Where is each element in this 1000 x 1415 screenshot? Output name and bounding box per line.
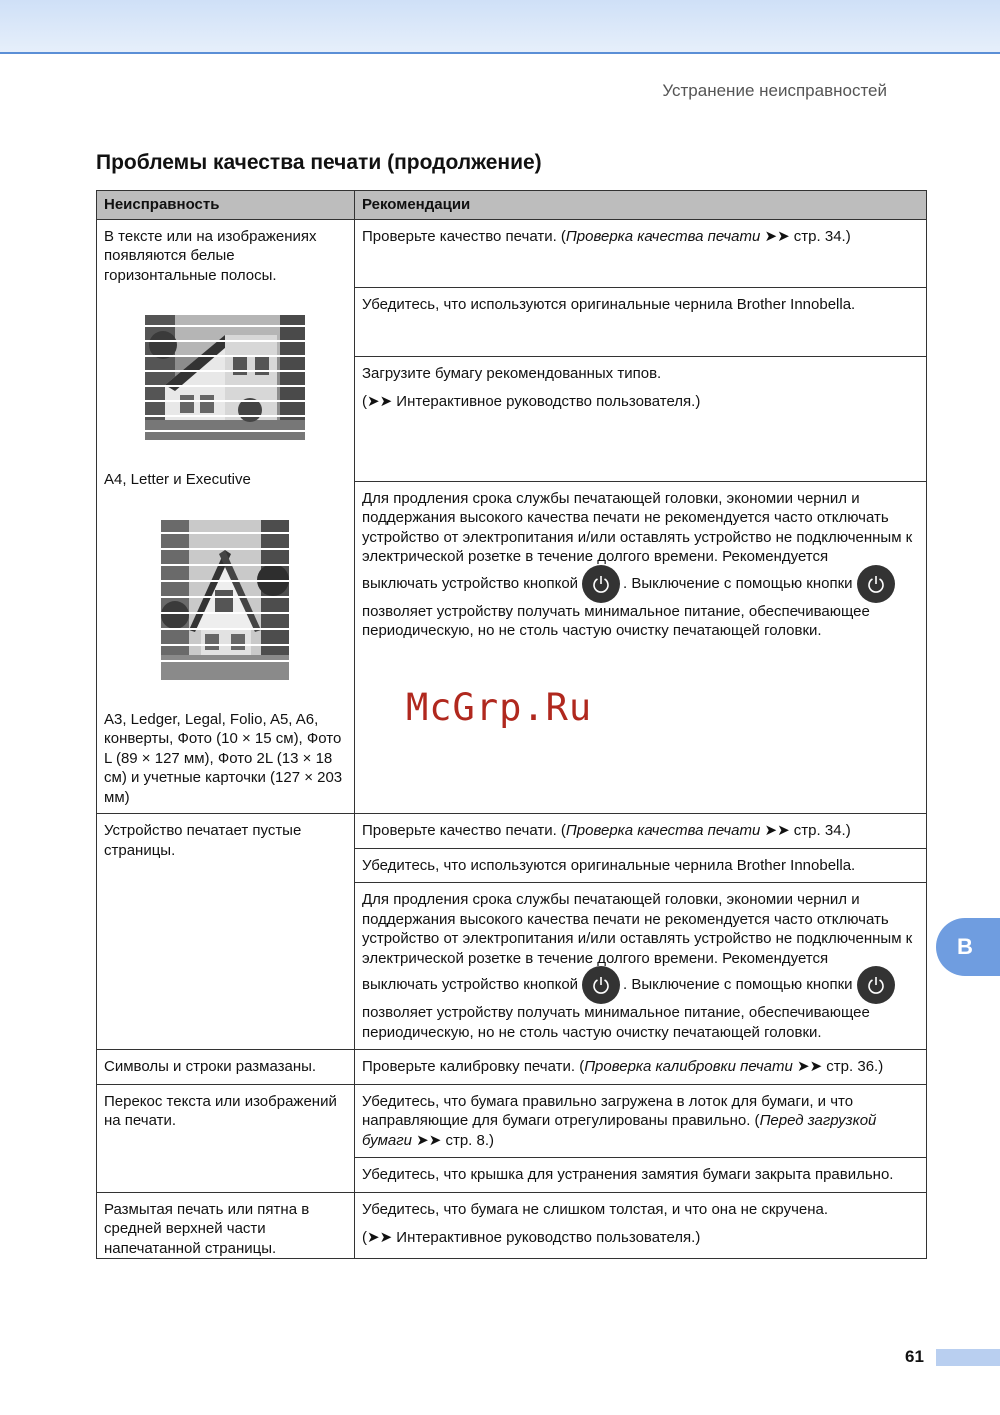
page-ref: ➤➤ стр. 34.) bbox=[760, 822, 851, 839]
user-guide-ref: (➤➤ Интерактивное руководство пользователя.) bbox=[362, 1229, 701, 1246]
recommendation-cell: Убедитесь, что используются оригинальные чернила Brother Innobella. bbox=[355, 288, 927, 357]
rec-text: Убедитесь, что бумага не слишком толстая, и что она не скручена. bbox=[362, 1200, 829, 1218]
striped-photo-landscape bbox=[145, 315, 305, 440]
power-button-icon bbox=[582, 966, 620, 1004]
check-quality-link[interactable]: Проверка качества печати bbox=[565, 822, 761, 839]
table-row bbox=[97, 1050, 927, 1085]
problem-text: В тексте или на изображениях появляются белые горизонтальные полосы. bbox=[104, 227, 317, 284]
rec-text: Проверьте калибровку печати. ( bbox=[362, 1058, 585, 1075]
problem-cell: Символы и строки размазаны. bbox=[97, 1050, 355, 1085]
before-loading-link[interactable]: Перед загрузкой бумаги bbox=[362, 1112, 877, 1149]
page-ref: ➤➤ стр. 36.) bbox=[792, 1058, 884, 1075]
recommendation-cell: Убедитесь, что крышка для устранения замятия бумаги закрыта правильно. bbox=[355, 1158, 927, 1193]
col-recommendations-header: Рекомендации bbox=[355, 191, 927, 220]
user-guide-ref: (➤➤ Интерактивное руководство пользователя.) bbox=[362, 393, 701, 411]
table-row bbox=[97, 219, 927, 288]
col-problem-header: Неисправность bbox=[97, 191, 355, 220]
recommendation-cell bbox=[355, 814, 927, 849]
running-head: Устранение неисправностей bbox=[662, 81, 887, 100]
rec-text: позволяет устройству получать минимальное питание, обеспечивающее периодическую, но не столь частую очистку печатающей головки. bbox=[362, 602, 870, 640]
recommendation-cell: Убедитесь, что используются оригинальные чернила Brother Innobella. bbox=[355, 848, 927, 883]
rec-text: Загрузите бумагу рекомендованных типов. bbox=[362, 364, 662, 382]
rec-text: . Выключение с помощью кнопки bbox=[623, 575, 853, 593]
rec-text: Для продления срока службы печатающей головки, экономии чернил и поддержания высокого качества печати не рекомендуется часто отключать устройство от электропитания и/или оставлять устройство не подключенным к электрической розетке в течение долгого времени. Рекомендуется bbox=[362, 489, 913, 566]
table-row bbox=[97, 1192, 927, 1259]
recommendation-cell bbox=[355, 1084, 927, 1158]
rec-text: . Выключение с помощью кнопки bbox=[623, 976, 853, 994]
power-button-icon bbox=[857, 966, 895, 1004]
check-quality-link[interactable]: Проверка качества печати bbox=[565, 227, 761, 245]
page-ref: ➤➤ стр. 8.) bbox=[411, 1131, 495, 1149]
figure-caption-a4: A4, Letter и Executive bbox=[104, 471, 251, 488]
table-header-row bbox=[97, 191, 927, 220]
footer-bar bbox=[936, 1349, 1000, 1366]
page-number: 61 bbox=[905, 1347, 924, 1366]
rec-text: выключать устройство кнопкой bbox=[362, 976, 579, 994]
appendix-tab[interactable]: B bbox=[936, 918, 1000, 976]
figure-caption-other-sizes: A3, Ledger, Legal, Folio, A5, A6, конверты, Фото (10 × 15 см), Фото L (89 × 127 мм), Фото 2L (13 × 18 см) и учетные карточки (127 × 203 мм) bbox=[104, 710, 343, 806]
page-ref: ➤➤ стр. 34.) bbox=[760, 227, 851, 245]
recommendation-cell bbox=[355, 481, 927, 813]
power-line bbox=[362, 963, 919, 1007]
problem-cell: Перекос текста или изображений на печати. bbox=[97, 1084, 355, 1192]
recommendation-cell bbox=[355, 219, 927, 288]
recommendation-cell bbox=[355, 1192, 927, 1259]
rec-text: выключать устройство кнопкой bbox=[362, 575, 579, 593]
problem-cell: Размытая печать или пятна в средней верхней части напечатанной страницы. bbox=[97, 1192, 355, 1259]
recommendation-cell bbox=[355, 883, 927, 1050]
power-button-icon bbox=[857, 565, 895, 603]
recommendation-cell bbox=[355, 1050, 927, 1085]
section-title: Проблемы качества печати (продолжение) bbox=[96, 151, 542, 174]
problem-cell: Устройство печатает пустые страницы. bbox=[97, 814, 355, 1050]
check-alignment-link[interactable]: Проверка калибровки печати bbox=[584, 1058, 793, 1075]
problem-cell bbox=[97, 219, 355, 814]
striped-photo-portrait bbox=[161, 520, 289, 680]
header-band bbox=[0, 0, 1000, 54]
power-line bbox=[362, 562, 919, 606]
power-button-icon bbox=[582, 565, 620, 603]
watermark: McGrp.Ru bbox=[406, 686, 593, 729]
rec-text: Проверьте качество печати. ( bbox=[362, 227, 566, 245]
rec-text: позволяет устройству получать минимальное питание, обеспечивающее периодическую, но не столь частую очистку печатающей головки. bbox=[362, 1004, 870, 1041]
rec-text: Для продления срока службы печатающей головки, экономии чернил и поддержания высокого качества печати не рекомендуется часто отключать устройство от электропитания и/или оставлять устройство не подключенным к электрической розетке в течение долгого времени. Рекомендуется bbox=[362, 891, 913, 967]
recommendation-cell bbox=[355, 356, 927, 481]
table-row bbox=[97, 1084, 927, 1158]
rec-text: Убедитесь, что бумага правильно загружена в лоток для бумаги, и что направляющие для бумаги отрегулированы правильно. ( bbox=[362, 1092, 854, 1129]
rec-text: Проверьте качество печати. ( bbox=[362, 822, 566, 839]
table-row bbox=[97, 814, 927, 849]
